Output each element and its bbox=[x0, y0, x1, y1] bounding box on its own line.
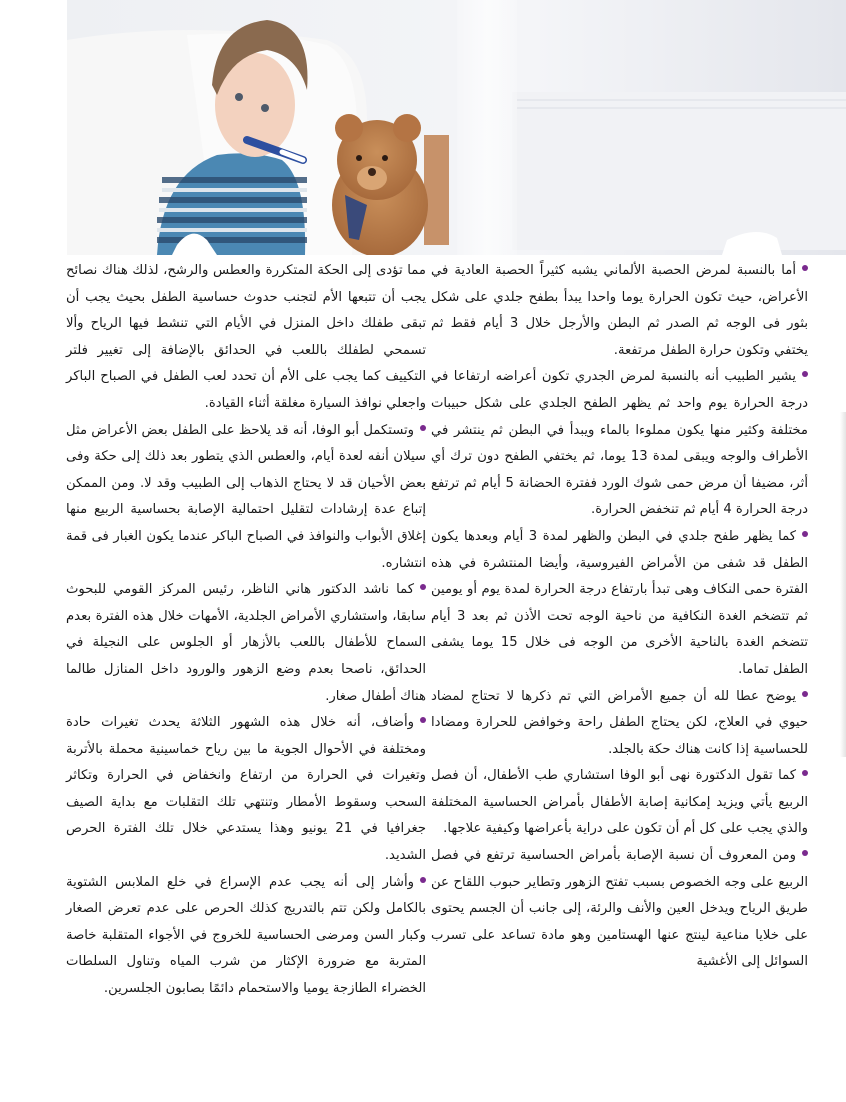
paragraph: ومن المعروف أن نسبة الإصابة بأمراض الحساسية ترتفع في فصل الربيع على وجه الخصوص بسبب تفتح الزهور وتطاير حبوب اللقاح عن طريق الرياح ويدخل العين والأنف والرئة، إلى جانب أن الجسم يحتوى على خلايا مناعية لينتج عنها الهستامين وهو مادة تساعد على تسرب السوائل إلى الأغشية bbox=[431, 848, 808, 970]
article-column-left bbox=[66, 258, 426, 1003]
page-edge-shadow bbox=[840, 412, 846, 757]
bullet-icon bbox=[802, 531, 808, 537]
article-column-right bbox=[431, 258, 808, 976]
paragraph: كما تقول الدكتورة نهى أبو الوفا استشاري طب الأطفال، أن فصل الربيع يأتي ويزيد إمكانية إصابة الأطفال بأمراض الحساسية المختلفة والذي يجب على كل أم أن تكون على دراية بأعراضها وكيفية علاجها. bbox=[431, 768, 808, 837]
paragraph: وأضاف، أنه خلال هذه الشهور الثلاثة يحدث تغيرات حادة ومختلفة في الأحوال الجوية ما بين رياح خماسينية محملة بالأتربة وتغيرات في الحرارة من ارتفاع وانخفاض في الحرارة وتكاثر السحب وسقوط الأمطار وتنتهي تلك التقلبات مع بداية الصيف جغرافيا في 21 يونيو وهذا يستدعي خلال تلك الفترة الحرص الشديد. bbox=[66, 715, 426, 864]
teddy-bear bbox=[332, 114, 428, 255]
bullet-icon bbox=[420, 717, 426, 723]
paragraph: وتستكمل أبو الوفا، أنه قد يلاحظ على الطفل بعض الأعراض مثل سيلان أنفه لعدة أيام، والعطس الذي يتطور بعد ذلك إلى حكة وفى بعض الأحيان قد لا يحتاج الذهاب إلى الطبيب وقد لا. ومن الممكن إتباع عدة إرشادات لتقليل احتمالية الإصابة بحساسية الربيع منها إغلاق الأبواب والنوافذ في الصباح الباكر عندما يكون الغبار فى قمة انتشاره. bbox=[66, 422, 426, 571]
bullet-icon bbox=[420, 877, 426, 883]
paragraph: وأشار إلى أنه يجب عدم الإسراع في خلع الملابس الشتوية بالكامل ولكن تتم بالتدريج كذلك الحرص على عدم تعرض الصغار وكبار السن ومرضى الحساسية للخروج في الأجواء المتقلبة خاصة المتربة مع ضرورة الإكثار من شرب المياه وتناول السلطات الخضراء الطازجة يوميا والاستحمام دائمًا بصابون الجلسرين. bbox=[66, 874, 426, 997]
radiator bbox=[512, 92, 846, 250]
headboard bbox=[424, 135, 449, 245]
article-photo bbox=[67, 0, 846, 255]
bullet-icon bbox=[802, 371, 808, 377]
paragraph: يشير الطبيب أنه بالنسبة لمرض الجدري تكون أعراضه ارتفاعا في درجة الحرارة يوم واحد ثم يظهر الطفح الجلدي على شكل حبيبات مختلفة وكثير منها يكون مملوءا بالماء ويبدأ في البطن ثم ينتشر في الأطراف والوجه ويبقى لمدة 13 يوما، ثم يختفي الطفح دون ترك أي أثر، مضيفا أن مرض حمى شوك الورد ففترة الحضانة 5 أيام ثم ترتفع درجة الحرارة 4 أيام ثم تنخفض الحرارة. bbox=[431, 369, 808, 518]
paragraph: أما بالنسبة لمرض الحصبة الألماني يشبه كثيراً الحصبة العادية في الأعراض، حيث تكون الحرارة يوما واحدا يبدأ بطفح جلدي على شكل بثور فى الوجه ثم الصدر ثم البطن والأرجل خلال 3 أيام فقط ثم يختفي وتكون حرارة الطفل مرتفعة. bbox=[431, 263, 808, 358]
paragraph: كما ناشد الدكتور هاني الناظر، رئيس المركز القومي للبحوث سابقا، واستشاري الأمراض الجلدية، الأمهات خلال هذه الفترة بعدم السماح للأطفال باللعب بالأزهار أو الجلوس على النجيلة في الحدائق، ناصحا بعدم وضع الزهور والورود داخل المنازل طالما هناك أطفال صغار. bbox=[66, 582, 426, 704]
bullet-icon bbox=[802, 691, 808, 697]
paragraph: كما يظهر طفح جلدي في البطن والظهر لمدة 3 أيام وبعدها يكون الطفل قد شفى من الأمراض الفيروسية، وأيضا المنتشرة في هذه الفترة حمى النكاف وهى تبدأ بارتفاع درجة الحرارة لمدة يوم أو يومين ثم تتضخم الغدة النكافية من ناحية الوجه تحت الأذن ثم بعد 3 أيام تتضخم الغدة بالناحية الأخرى من الوجه فى خلال 15 يوما يشفى الطفل تماما. bbox=[431, 528, 808, 677]
bullet-icon bbox=[420, 584, 426, 590]
bullet-icon bbox=[802, 850, 808, 856]
paragraph: يوضح عطا لله أن جميع الأمراض التي تم ذكرها لا تحتاج لمضاد حيوي في العلاج، لكن يحتاج الطفل راحة وخوافض للحرارة ومضادا للحساسية إذا كانت هناك حكة بالجلد. bbox=[431, 688, 808, 757]
sick-child-illustration bbox=[67, 0, 846, 255]
paragraph: مما تؤدى إلى الحكة المتكررة والعطس والرشح، لذلك هناك نصائح يجب أن تتبعها الأم لتجنب حدوث حساسية الطفل بحيث يجب أن تبقى طفلك داخل المنزل في الأيام التي تنشط فيها الرياح وألا تسمحي لطفلك باللعب في الحدائق بالإضافة إلى تغيير فلتر التكييف كما يجب على الأم أن تحدد لعب الطفل في الصباح الباكر واجعلي نوافذ السيارة مغلقة أثناء القيادة. bbox=[66, 263, 426, 411]
bullet-icon bbox=[802, 265, 808, 271]
bullet-icon bbox=[802, 770, 808, 776]
curtain bbox=[457, 0, 517, 255]
bullet-icon bbox=[420, 425, 426, 431]
